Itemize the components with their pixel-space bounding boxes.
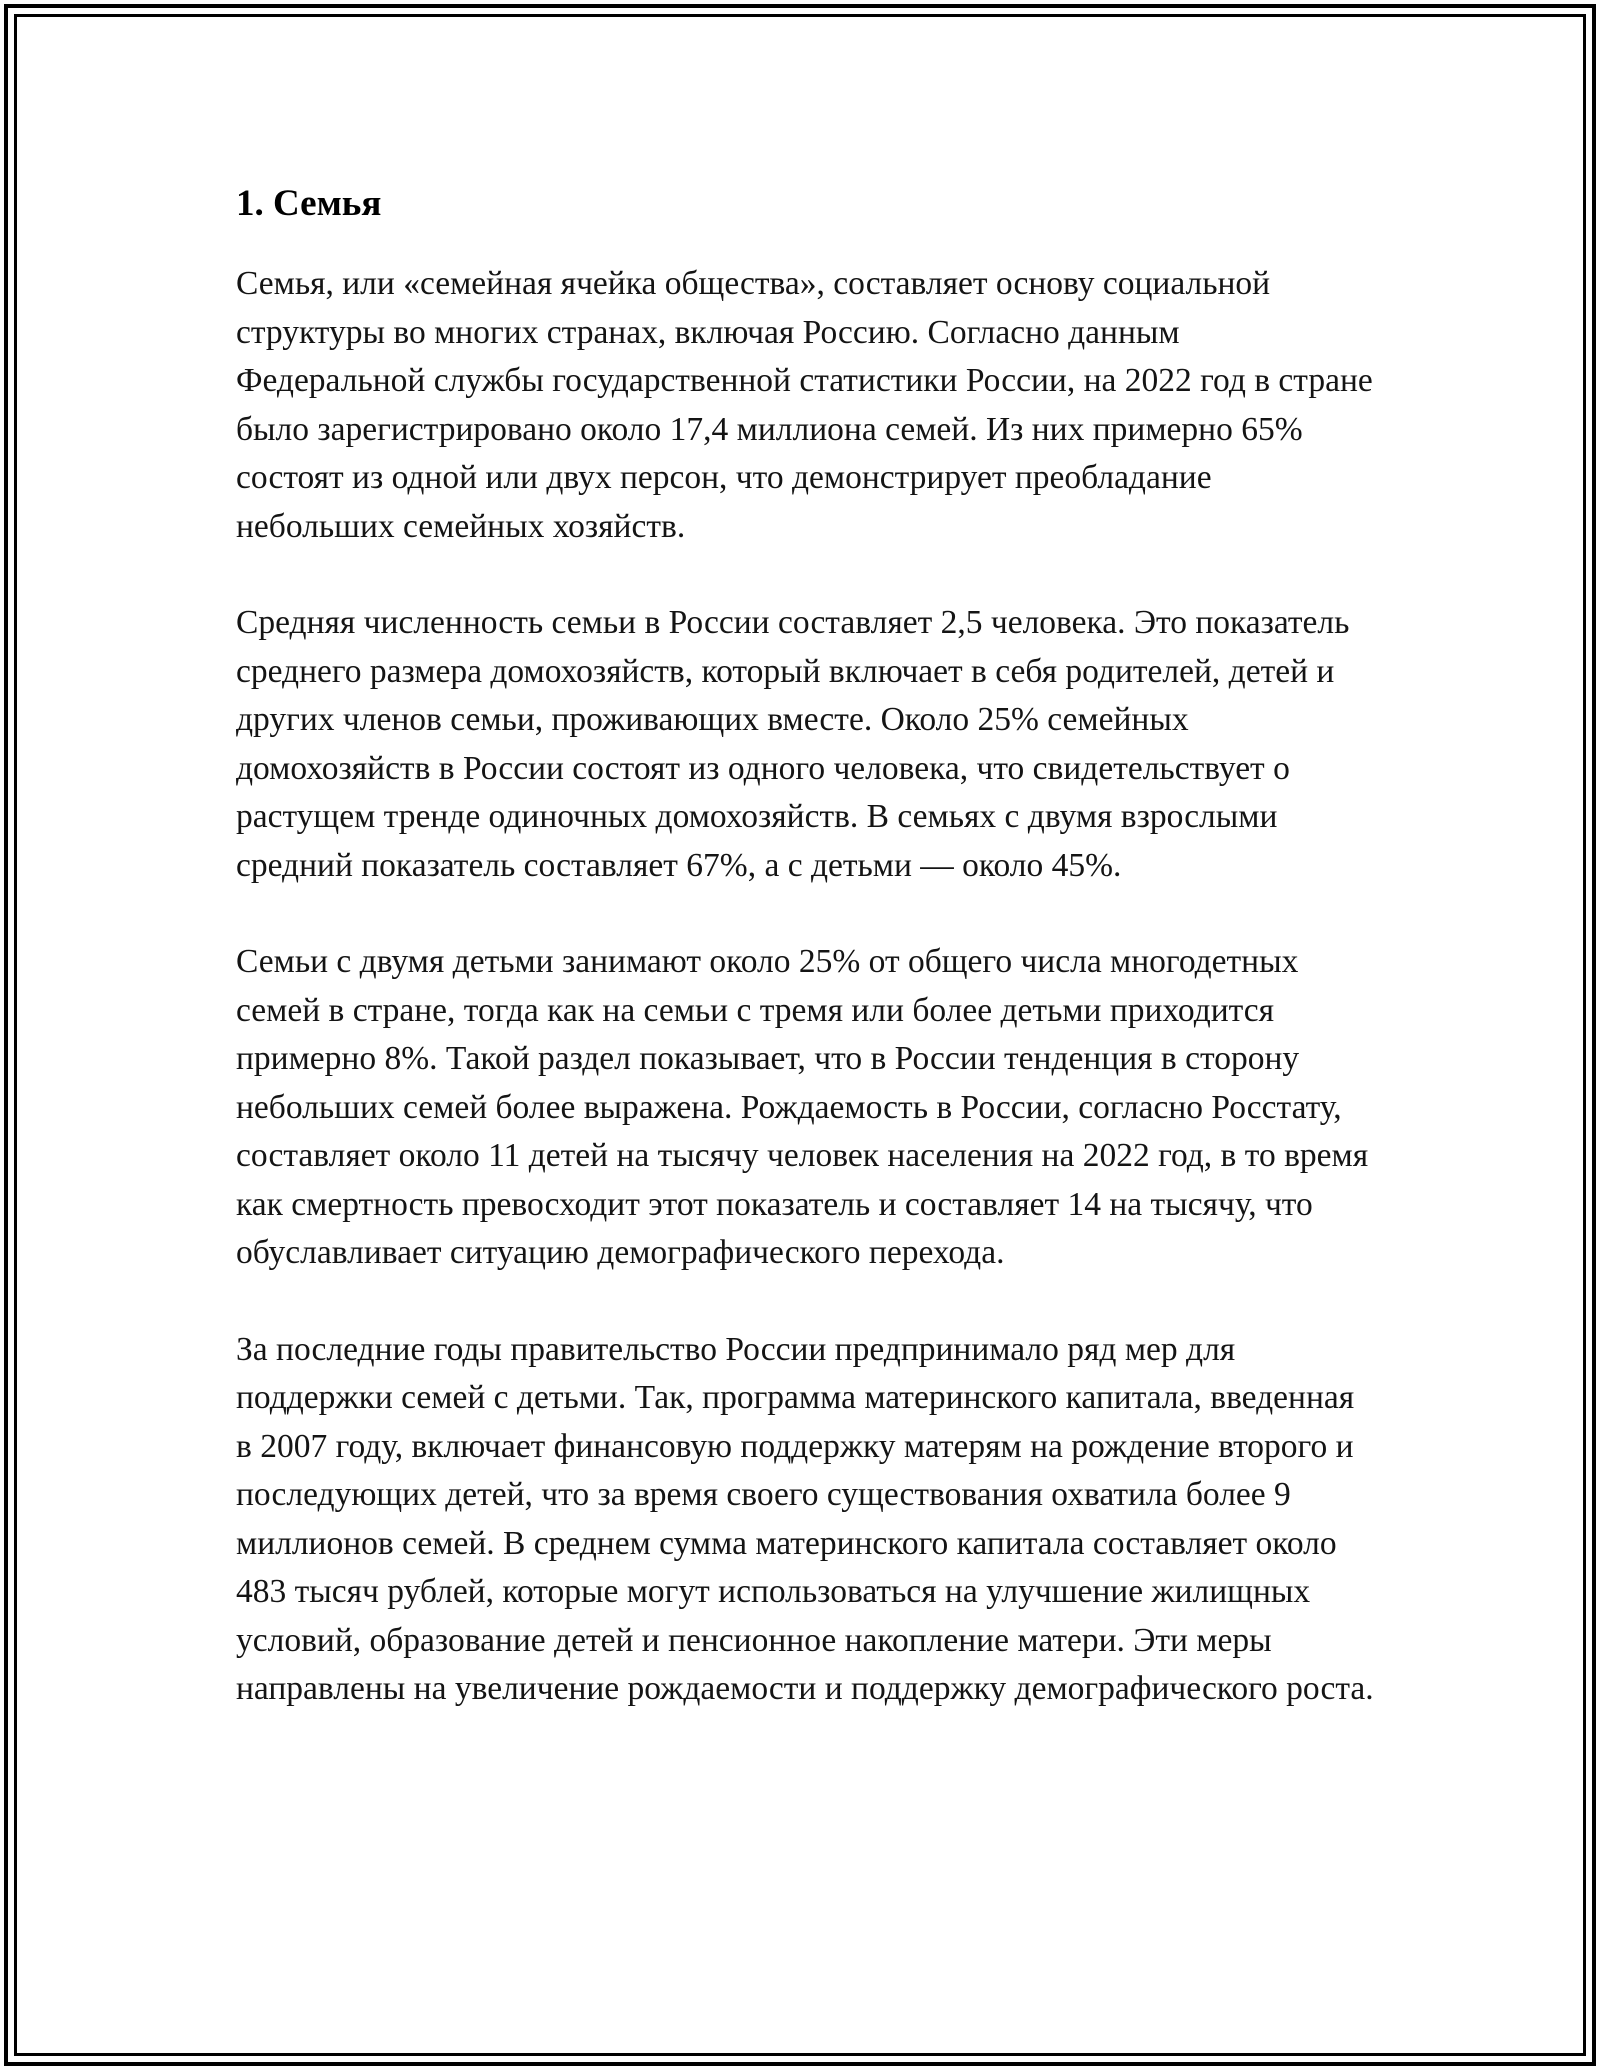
paragraph-3: Семьи с двумя детьми занимают около 25% от общего числа многодетных семей в стране, тогда как на семьи с тремя или более детьми приходится примерно 8%. Такой раздел показывает, что в России тенденция в сторону небольших семей более выражена. Рождаемость в России, согласно Росстату, составляет около 11 детей на тысячу человек населения на 2022 год, в то время как смертность превосходит этот показатель и составляет 14 на тысячу, что обуславливает ситуацию демографического перехода. — [236, 943, 1369, 1271]
document-body — [236, 178, 1376, 1762]
paragraph-4: За последние годы правительство России предпринимало ряд мер для поддержки семей с детьми. Так, программа материнского капитала, введенная в 2007 году, включает финансовую поддержку матерям на рождение второго и последующих детей, что за время своего существования охватила более 9 миллионов семей. В среднем сумма материнского капитала составляет около 483 тысяч рублей, которые могут использоваться на улучшение жилищных условий, образование детей и пенсионное накопление матери. Эти меры направлены на увеличение рождаемости и поддержку демографического роста. — [236, 1330, 1374, 1707]
paragraph-1: Семья, или «семейная ячейка общества», составляет основу социальной структуры во многих странах, включая Россию. Согласно данным Федеральной службы государственной статистики России, на 2022 год в стране было зарегистрировано около 17,4 миллиона семей. Из них примерно 65% состоят из одной или двух персон, что демонстрирует преобладание небольших семейных хозяйств. — [236, 265, 1373, 545]
section-heading: 1. Семья — [236, 183, 382, 224]
paragraph-2: Средняя численность семьи в России составляет 2,5 человека. Это показатель среднего размера домохозяйств, который включает в себя родителей, детей и других членов семьи, проживающих вместе. Около 25% семейных домохозяйств в России состоят из одного человека, что свидетельствует о растущем тренде одиночных домохозяйств. В семьях с двумя взрослыми средний показатель составляет 67%, а с детьми — около 45%. — [236, 604, 1350, 884]
